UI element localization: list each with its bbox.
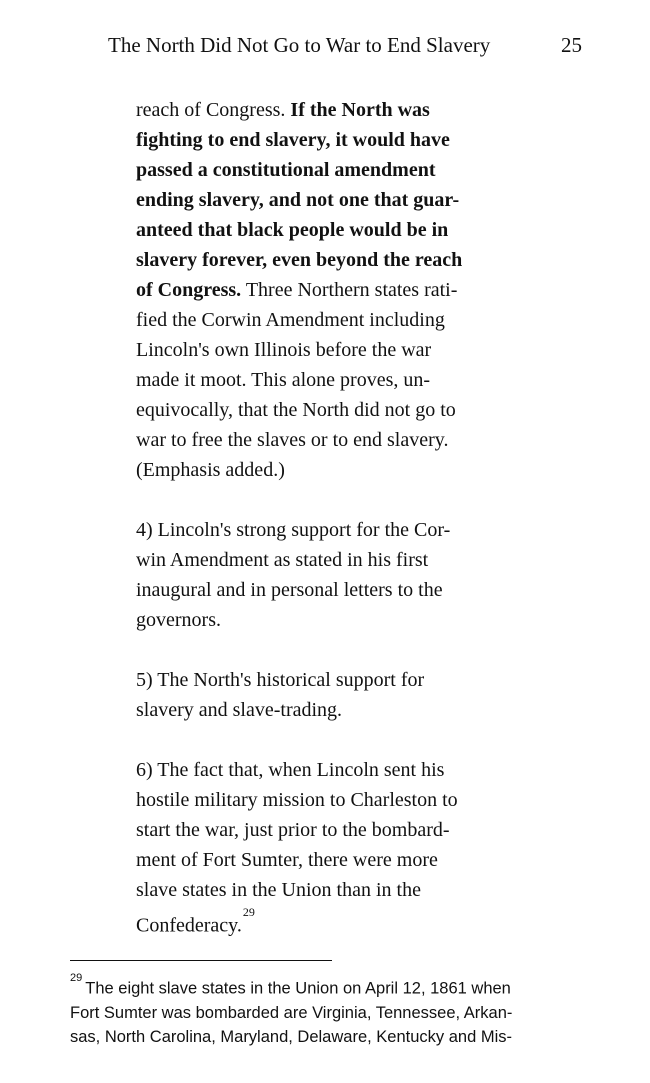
text-run: Confederacy.	[136, 914, 242, 937]
paragraph-point-5	[136, 665, 516, 725]
text-line: war to free the slaves or to end slavery.	[136, 429, 449, 451]
text-line: fied the Corwin Amendment including	[136, 309, 445, 331]
text-line	[136, 905, 516, 941]
text-line: fighting to end slavery, it would have	[136, 129, 450, 151]
text-line: governors.	[136, 609, 221, 631]
text-line: ending slavery, and not one that guar-	[136, 189, 460, 211]
footnote-line	[70, 972, 590, 1001]
bold-text-run: If the North was	[290, 99, 430, 121]
text-line: Lincoln's own Illinois before the war	[136, 339, 432, 361]
text-line: made it moot. This alone proves, un-	[136, 369, 431, 391]
text-line	[136, 95, 516, 125]
text-line: start the war, just prior to the bombard-	[136, 819, 450, 841]
text-line: win Amendment as stated in his first	[136, 549, 429, 571]
text-line: anteed that black people would be in	[136, 219, 449, 241]
footnote-divider	[70, 960, 332, 961]
text-line: hostile military mission to Charleston to	[136, 789, 458, 811]
body-text	[136, 95, 516, 941]
text-line: equivocally, that the North did not go to	[136, 399, 456, 421]
text-line: ment of Fort Sumter, there were more	[136, 849, 438, 871]
footnote-reference[interactable]: 29	[242, 905, 255, 919]
text-line: slave states in the Union than in the	[136, 879, 421, 901]
text-line	[136, 275, 516, 305]
footnote	[70, 972, 590, 1049]
text-line: 6) The fact that, when Lincoln sent his	[136, 759, 445, 781]
text-run: Three Northern states rati-	[241, 279, 458, 301]
text-run: reach of Congress.	[136, 99, 291, 121]
page-number: 25	[561, 33, 582, 57]
paragraph-point-4	[136, 515, 516, 635]
paragraph-point-6	[136, 755, 516, 941]
running-title: The North Did Not Go to War to End Slavery	[108, 33, 491, 57]
paragraph-corwin-emphasis	[136, 95, 516, 485]
footnote-line: Fort Sumter was bombarded are Virginia, Tennessee, Arkan-	[70, 1003, 513, 1022]
text-line: (Emphasis added.)	[136, 459, 285, 481]
text-line: slavery forever, even beyond the reach	[136, 249, 463, 271]
text-run: The eight slave states in the Union on April 12, 1861 when	[85, 979, 511, 998]
text-line: passed a constitutional amendment	[136, 159, 436, 181]
footnote-line: sas, North Carolina, Maryland, Delaware, Kentucky and Mis-	[70, 1027, 513, 1046]
text-line: inaugural and in personal letters to the	[136, 579, 443, 601]
text-line: 5) The North's historical support for	[136, 669, 425, 691]
bold-text-run: of Congress.	[136, 279, 242, 301]
footnote-mark: 29	[70, 972, 83, 984]
text-line: 4) Lincoln's strong support for the Cor-	[136, 519, 451, 541]
text-line: slavery and slave-trading.	[136, 699, 343, 721]
